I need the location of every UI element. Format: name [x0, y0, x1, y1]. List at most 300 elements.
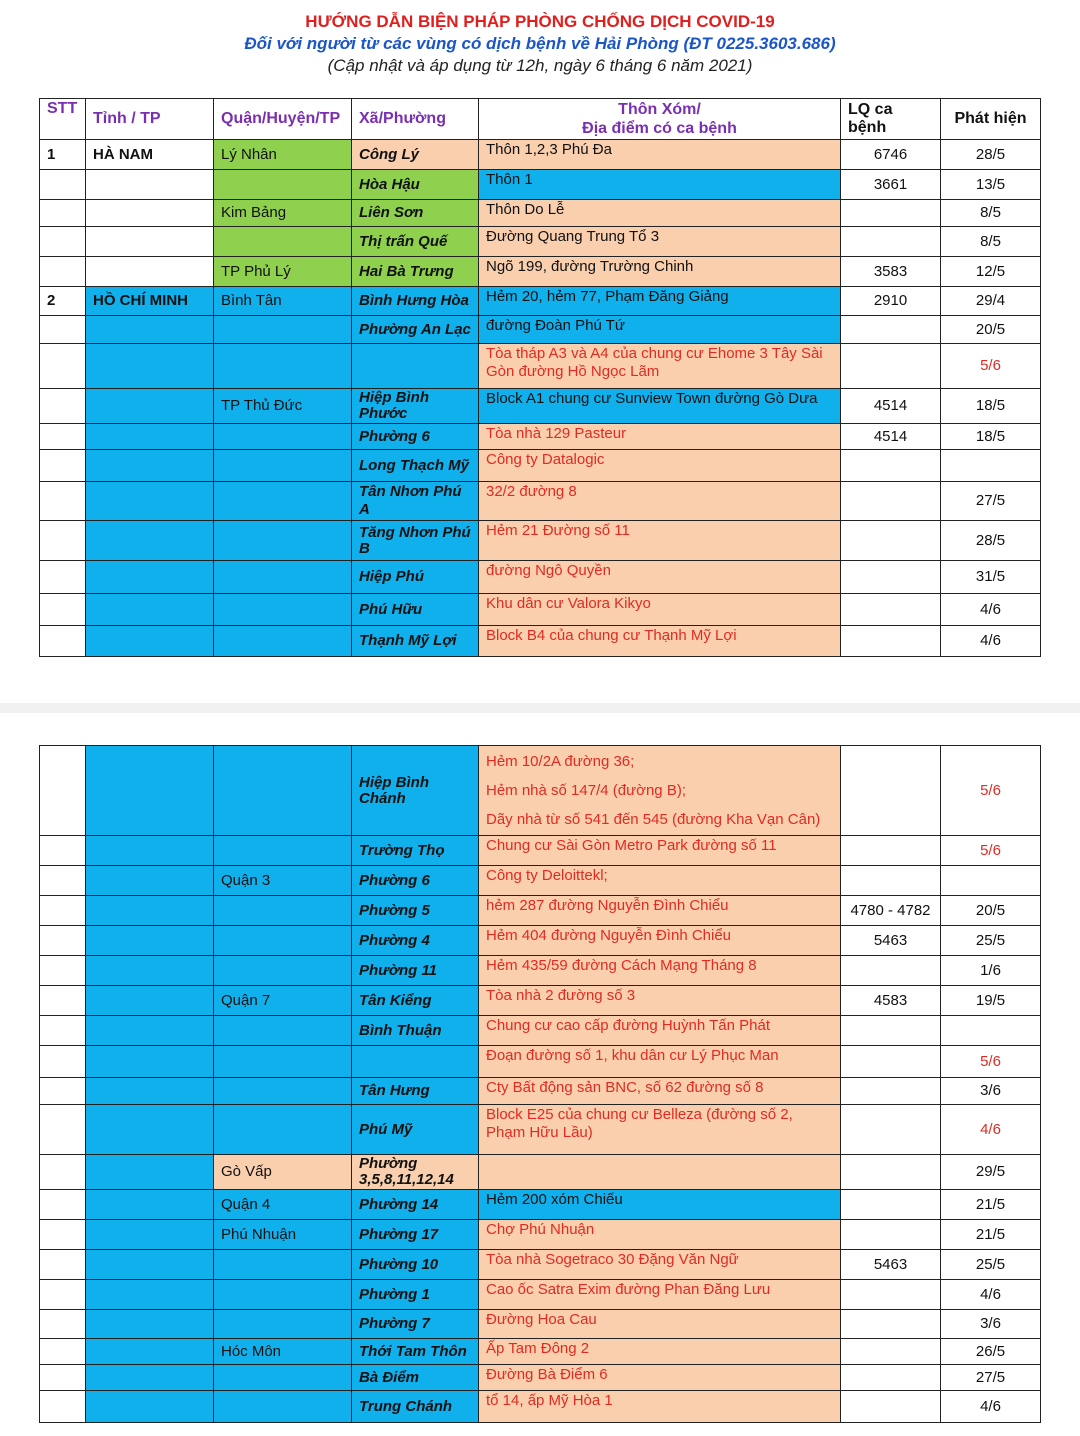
province-cell: [86, 521, 214, 561]
location-line: Hẻm 10/2A đường 36;: [486, 753, 635, 770]
location-cell: [479, 561, 841, 594]
province-cell: [86, 257, 214, 287]
location-line: Đoạn đường số 1, khu dân cư Lý Phục Man: [486, 1047, 779, 1064]
ward-cell: Phường 14: [352, 1190, 479, 1220]
detected-date-cell: 18/5: [941, 389, 1041, 424]
stt-cell: [40, 956, 86, 986]
page-subtitle: Đối với người từ các vùng có dịch bệnh về Hải Phòng (ĐT 0225.3603.686): [244, 34, 836, 53]
ward-cell: Long Thạch Mỹ: [352, 450, 479, 482]
stt-cell: [40, 521, 86, 561]
location-cell: [479, 1220, 841, 1250]
stt-cell: [40, 866, 86, 896]
district-cell: [214, 316, 352, 344]
case-link-cell: 3583: [841, 257, 941, 287]
detected-date-cell: [941, 866, 1041, 896]
province-cell: [86, 316, 214, 344]
table-row: [40, 257, 1041, 287]
stt-cell: [40, 1339, 86, 1365]
stt-cell: [40, 1391, 86, 1423]
location-line: Cao ốc Satra Exim đường Phan Đăng Lưu: [486, 1281, 771, 1298]
province-cell: [86, 956, 214, 986]
col-tinh: Tỉnh / TP: [86, 99, 214, 140]
location-cell: [479, 170, 841, 200]
case-link-cell: [841, 316, 941, 344]
case-link-cell: [841, 482, 941, 521]
district-cell: [214, 1078, 352, 1105]
table-row: [40, 170, 1041, 200]
stt-cell: [40, 482, 86, 521]
district-cell: [214, 626, 352, 657]
ward-cell: [352, 344, 479, 389]
location-line: Dãy nhà từ số 541 đến 545 (đường Kha Vạn Cân): [486, 811, 821, 828]
detected-date-cell: 21/5: [941, 1190, 1041, 1220]
district-cell: [214, 1365, 352, 1391]
case-link-cell: [841, 1105, 941, 1155]
ward-cell: Phường 7: [352, 1310, 479, 1339]
stt-cell: [40, 1046, 86, 1078]
district-cell: Lý Nhân: [214, 140, 352, 170]
ward-cell: Phường 6: [352, 424, 479, 450]
stt-cell: [40, 316, 86, 344]
case-link-cell: [841, 1339, 941, 1365]
province-cell: [86, 1016, 214, 1046]
stt-cell: [40, 626, 86, 657]
case-link-cell: [841, 1190, 941, 1220]
table-row: [40, 1046, 1041, 1078]
case-link-cell: [841, 594, 941, 626]
district-cell: TP Thủ Đức: [214, 389, 352, 424]
province-cell: [86, 926, 214, 956]
location-cell: [479, 626, 841, 657]
location-line: 32/2 đường 8: [486, 483, 577, 500]
location-cell: [479, 450, 841, 482]
table-row: [40, 896, 1041, 926]
district-cell: [214, 482, 352, 521]
ward-cell: Thới Tam Thôn: [352, 1339, 479, 1365]
stt-cell: [40, 896, 86, 926]
district-cell: [214, 1016, 352, 1046]
district-cell: [214, 926, 352, 956]
location-line: Công ty Datalogic: [486, 451, 605, 468]
case-link-cell: [841, 450, 941, 482]
detected-date-cell: 26/5: [941, 1339, 1041, 1365]
case-link-cell: 6746: [841, 140, 941, 170]
detected-date-cell: 25/5: [941, 1250, 1041, 1280]
table-row: [40, 926, 1041, 956]
district-cell: [214, 836, 352, 866]
location-line: Chung cư cao cấp đường Huỳnh Tấn Phát: [486, 1017, 770, 1034]
province-cell: [86, 1391, 214, 1423]
province-cell: [86, 1190, 214, 1220]
table-row: [40, 1016, 1041, 1046]
location-cell: [479, 1105, 841, 1155]
location-line: Tòa nhà 129 Pasteur: [486, 425, 627, 442]
province-cell: [86, 1365, 214, 1391]
province-cell: [86, 200, 214, 227]
location-line: Block B4 của chung cư Thạnh Mỹ Lợi: [486, 627, 737, 644]
province-cell: [86, 1105, 214, 1155]
province-cell: [86, 389, 214, 424]
location-line: hẻm 287 đường Nguyễn Đình Chiểu: [486, 897, 729, 914]
district-cell: Bình Tân: [214, 287, 352, 316]
location-line: Tòa nhà 2 đường số 3: [486, 987, 636, 1004]
district-cell: [214, 1391, 352, 1423]
location-line: Chung cư Sài Gòn Metro Park đường số 11: [486, 837, 777, 854]
detected-date-cell: 3/6: [941, 1078, 1041, 1105]
location-cell: [479, 594, 841, 626]
table-row: [40, 1339, 1041, 1365]
detected-date-cell: 1/6: [941, 956, 1041, 986]
location-cell: [479, 1310, 841, 1339]
province-cell: [86, 344, 214, 389]
district-cell: [214, 746, 352, 836]
district-cell: [214, 594, 352, 626]
stt-cell: [40, 424, 86, 450]
location-line: Hẻm nhà số 147/4 (đường B);: [486, 782, 686, 799]
table-row: [40, 626, 1041, 657]
case-link-cell: 5463: [841, 926, 941, 956]
province-cell: [86, 896, 214, 926]
stt-cell: 1: [40, 140, 86, 170]
case-link-cell: [841, 1220, 941, 1250]
ward-cell: Phường 11: [352, 956, 479, 986]
province-cell: [86, 1155, 214, 1190]
table-row: [40, 344, 1041, 389]
covid-table-2: [39, 745, 1041, 1423]
location-cell: [479, 344, 841, 389]
table-row: [40, 140, 1041, 170]
table-row: [40, 1280, 1041, 1310]
location-cell: [479, 1078, 841, 1105]
location-cell: [479, 1339, 841, 1365]
case-link-cell: [841, 344, 941, 389]
case-link-cell: [841, 1078, 941, 1105]
stt-cell: [40, 344, 86, 389]
detected-date-cell: 4/6: [941, 594, 1041, 626]
table-row: [40, 1391, 1041, 1423]
case-link-cell: 4514: [841, 424, 941, 450]
detected-date-cell: 20/5: [941, 896, 1041, 926]
stt-cell: [40, 594, 86, 626]
location-line: Ngõ 199, đường Trường Chinh: [486, 258, 694, 275]
ward-cell: Phú Hữu: [352, 594, 479, 626]
table-row: [40, 866, 1041, 896]
location-cell: [479, 1250, 841, 1280]
col-quan: Quận/Huyện/TP: [214, 99, 352, 140]
table-row: [40, 227, 1041, 257]
table-row: [40, 389, 1041, 424]
stt-cell: [40, 1365, 86, 1391]
case-link-cell: 5463: [841, 1250, 941, 1280]
stt-cell: [40, 986, 86, 1016]
detected-date-cell: 31/5: [941, 561, 1041, 594]
location-cell: [479, 1391, 841, 1423]
detected-date-cell: 8/5: [941, 227, 1041, 257]
location-cell: [479, 926, 841, 956]
detected-date-cell: 27/5: [941, 1365, 1041, 1391]
ward-cell: Phường 6: [352, 866, 479, 896]
case-link-cell: [841, 1046, 941, 1078]
case-link-cell: [841, 836, 941, 866]
stt-cell: [40, 1190, 86, 1220]
province-cell: [86, 482, 214, 521]
case-link-cell: 3661: [841, 170, 941, 200]
location-cell: [479, 227, 841, 257]
location-cell: [479, 1280, 841, 1310]
location-cell: [479, 836, 841, 866]
detected-date-cell: 5/6: [941, 1046, 1041, 1078]
location-line: Đường Quang Trung Tổ 3: [486, 228, 660, 245]
province-cell: [86, 866, 214, 896]
district-cell: [214, 1046, 352, 1078]
col-phat-hien: Phát hiện: [941, 99, 1041, 140]
district-cell: [214, 896, 352, 926]
detected-date-cell: 4/6: [941, 1391, 1041, 1423]
district-cell: Phú Nhuận: [214, 1220, 352, 1250]
location-line: Cty Bất động sản BNC, số 62 đường số 8: [486, 1079, 764, 1096]
ward-cell: Phường 1: [352, 1280, 479, 1310]
case-link-cell: [841, 1155, 941, 1190]
district-cell: Quận 7: [214, 986, 352, 1016]
province-cell: [86, 626, 214, 657]
location-line: Thôn 1,2,3 Phú Đa: [486, 141, 612, 158]
province-cell: [86, 746, 214, 836]
table-row: [40, 746, 1041, 836]
location-line: [486, 1156, 833, 1174]
district-cell: TP Phủ Lý: [214, 257, 352, 287]
location-cell: [479, 1016, 841, 1046]
stt-cell: [40, 1016, 86, 1046]
location-line: tổ 14, ấp Mỹ Hòa 1: [486, 1392, 613, 1409]
district-cell: [214, 1310, 352, 1339]
table-row: [40, 1365, 1041, 1391]
ward-cell: Phường 4: [352, 926, 479, 956]
detected-date-cell: 20/5: [941, 316, 1041, 344]
table-header: [40, 99, 1041, 140]
location-line: Đường Bà Điểm 6: [486, 1366, 608, 1383]
table-row: [40, 316, 1041, 344]
table-row: [40, 561, 1041, 594]
ward-cell: Hiệp Bình Phước: [352, 389, 479, 424]
location-line: Thôn 1: [486, 171, 533, 188]
detected-date-cell: 3/6: [941, 1310, 1041, 1339]
district-cell: [214, 227, 352, 257]
table-row: [40, 482, 1041, 521]
ward-cell: Phường 17: [352, 1220, 479, 1250]
location-cell: [479, 986, 841, 1016]
district-cell: Quận 3: [214, 866, 352, 896]
case-link-cell: [841, 1365, 941, 1391]
location-line: Khu dân cư Valora Kikyo: [486, 595, 651, 612]
table-row: [40, 1310, 1041, 1339]
case-link-cell: [841, 866, 941, 896]
location-cell: [479, 1155, 841, 1190]
district-cell: [214, 344, 352, 389]
detected-date-cell: 4/6: [941, 626, 1041, 657]
col-stt: STT: [40, 99, 86, 140]
stt-cell: [40, 450, 86, 482]
col-xa: Xã/Phường: [352, 99, 479, 140]
detected-date-cell: [941, 1016, 1041, 1046]
location-line: Block A1 chung cư Sunview Town đường Gò Dưa: [486, 390, 818, 407]
ward-cell: Hai Bà Trưng: [352, 257, 479, 287]
province-cell: [86, 1339, 214, 1365]
location-line: Hẻm 20, hẻm 77, Phạm Đăng Giảng: [486, 288, 729, 305]
detected-date-cell: 19/5: [941, 986, 1041, 1016]
province-cell: HÀ NAM: [86, 140, 214, 170]
location-cell: [479, 896, 841, 926]
detected-date-cell: 18/5: [941, 424, 1041, 450]
district-cell: Kim Bảng: [214, 200, 352, 227]
page-separator: [0, 703, 1080, 713]
province-cell: [86, 1310, 214, 1339]
stt-cell: [40, 1078, 86, 1105]
table-row: [40, 986, 1041, 1016]
stt-cell: [40, 200, 86, 227]
location-line: Tòa nhà Sogetraco 30 Đặng Văn Ngữ: [486, 1251, 739, 1268]
stt-cell: [40, 836, 86, 866]
case-link-cell: [841, 521, 941, 561]
detected-date-cell: 28/5: [941, 140, 1041, 170]
location-cell: [479, 316, 841, 344]
location-line: đường Đoàn Phú Tứ: [486, 317, 625, 334]
ward-cell: Bình Thuận: [352, 1016, 479, 1046]
location-line: Hẻm 200 xóm Chiếu: [486, 1191, 623, 1208]
page-title: HƯỚNG DẪN BIỆN PHÁP PHÒNG CHỐNG DỊCH COVID-19: [305, 12, 775, 31]
case-link-cell: [841, 561, 941, 594]
location-cell: [479, 140, 841, 170]
stt-cell: [40, 170, 86, 200]
covid-table-1: [39, 98, 1041, 657]
stt-cell: [40, 227, 86, 257]
district-cell: Quận 4: [214, 1190, 352, 1220]
detected-date-cell: 5/6: [941, 344, 1041, 389]
ward-cell: Liên Sơn: [352, 200, 479, 227]
district-cell: [214, 450, 352, 482]
table-row: [40, 424, 1041, 450]
case-link-cell: 4514: [841, 389, 941, 424]
province-cell: [86, 170, 214, 200]
table-row: [40, 521, 1041, 561]
detected-date-cell: 13/5: [941, 170, 1041, 200]
ward-cell: Trường Thọ: [352, 836, 479, 866]
case-link-cell: [841, 1391, 941, 1423]
detected-date-cell: [941, 450, 1041, 482]
district-cell: [214, 1280, 352, 1310]
location-line: Ấp Tam Đông 2: [486, 1340, 590, 1357]
stt-cell: [40, 389, 86, 424]
ward-cell: Công Lý: [352, 140, 479, 170]
location-cell: [479, 389, 841, 424]
table-row: [40, 1220, 1041, 1250]
stt-cell: [40, 1105, 86, 1155]
case-link-cell: [841, 746, 941, 836]
ward-cell: Bà Điểm: [352, 1365, 479, 1391]
ward-cell: Thạnh Mỹ Lợi: [352, 626, 479, 657]
ward-cell: Phường 10: [352, 1250, 479, 1280]
stt-cell: [40, 1280, 86, 1310]
location-cell: [479, 1190, 841, 1220]
province-cell: [86, 986, 214, 1016]
location-line: đường Ngô Quyền: [486, 562, 611, 579]
ward-cell: Tân Hưng: [352, 1078, 479, 1105]
district-cell: Hóc Môn: [214, 1339, 352, 1365]
case-link-cell: [841, 1016, 941, 1046]
ward-cell: Phú Mỹ: [352, 1105, 479, 1155]
ward-cell: Tăng Nhơn Phú B: [352, 521, 479, 561]
province-cell: [86, 594, 214, 626]
stt-cell: [40, 561, 86, 594]
province-cell: [86, 561, 214, 594]
table-row: [40, 1078, 1041, 1105]
update-note: (Cập nhật và áp dụng từ 12h, ngày 6 tháng 6 năm 2021): [327, 56, 753, 75]
ward-cell: Thị trấn Quế: [352, 227, 479, 257]
location-cell: [479, 200, 841, 227]
stt-cell: [40, 746, 86, 836]
ward-cell: Phường An Lạc: [352, 316, 479, 344]
ward-cell: Phường 3,5,8,11,12,14: [352, 1155, 479, 1190]
ward-cell: Hòa Hậu: [352, 170, 479, 200]
ward-cell: Bình Hưng Hòa: [352, 287, 479, 316]
case-link-cell: [841, 1310, 941, 1339]
location-cell: [479, 956, 841, 986]
province-cell: [86, 1280, 214, 1310]
table-row: [40, 1105, 1041, 1155]
location-line: Hẻm 404 đường Nguyễn Đình Chiểu: [486, 927, 732, 944]
ward-cell: Hiệp Bình Chánh: [352, 746, 479, 836]
table-row: [40, 200, 1041, 227]
case-link-cell: 4780 - 4782: [841, 896, 941, 926]
district-cell: [214, 956, 352, 986]
province-cell: [86, 1078, 214, 1105]
location-cell: [479, 866, 841, 896]
case-link-cell: [841, 956, 941, 986]
ward-cell: [352, 1046, 479, 1078]
district-cell: Gò Vấp: [214, 1155, 352, 1190]
detected-date-cell: 28/5: [941, 521, 1041, 561]
province-cell: [86, 836, 214, 866]
case-link-cell: [841, 626, 941, 657]
col-lq: LQ ca bệnh: [841, 99, 941, 140]
province-cell: [86, 227, 214, 257]
location-line: Đường Hoa Cau: [486, 1311, 597, 1328]
ward-cell: Trung Chánh: [352, 1391, 479, 1423]
detected-date-cell: 8/5: [941, 200, 1041, 227]
table-row: [40, 450, 1041, 482]
table-row: [40, 836, 1041, 866]
stt-cell: [40, 257, 86, 287]
stt-cell: [40, 1250, 86, 1280]
location-cell: [479, 257, 841, 287]
location-line: Hẻm 21 Đường số 11: [486, 522, 630, 539]
detected-date-cell: 29/4: [941, 287, 1041, 316]
province-cell: [86, 1220, 214, 1250]
location-cell: [479, 746, 841, 836]
detected-date-cell: 4/6: [941, 1280, 1041, 1310]
ward-cell: Hiệp Phú: [352, 561, 479, 594]
province-cell: [86, 450, 214, 482]
case-link-cell: 4583: [841, 986, 941, 1016]
table-row: [40, 1190, 1041, 1220]
district-cell: [214, 561, 352, 594]
table-row: [40, 1250, 1041, 1280]
stt-cell: [40, 1310, 86, 1339]
case-link-cell: [841, 200, 941, 227]
table-row: [40, 956, 1041, 986]
ward-cell: Phường 5: [352, 896, 479, 926]
location-cell: [479, 521, 841, 561]
location-cell: [479, 287, 841, 316]
